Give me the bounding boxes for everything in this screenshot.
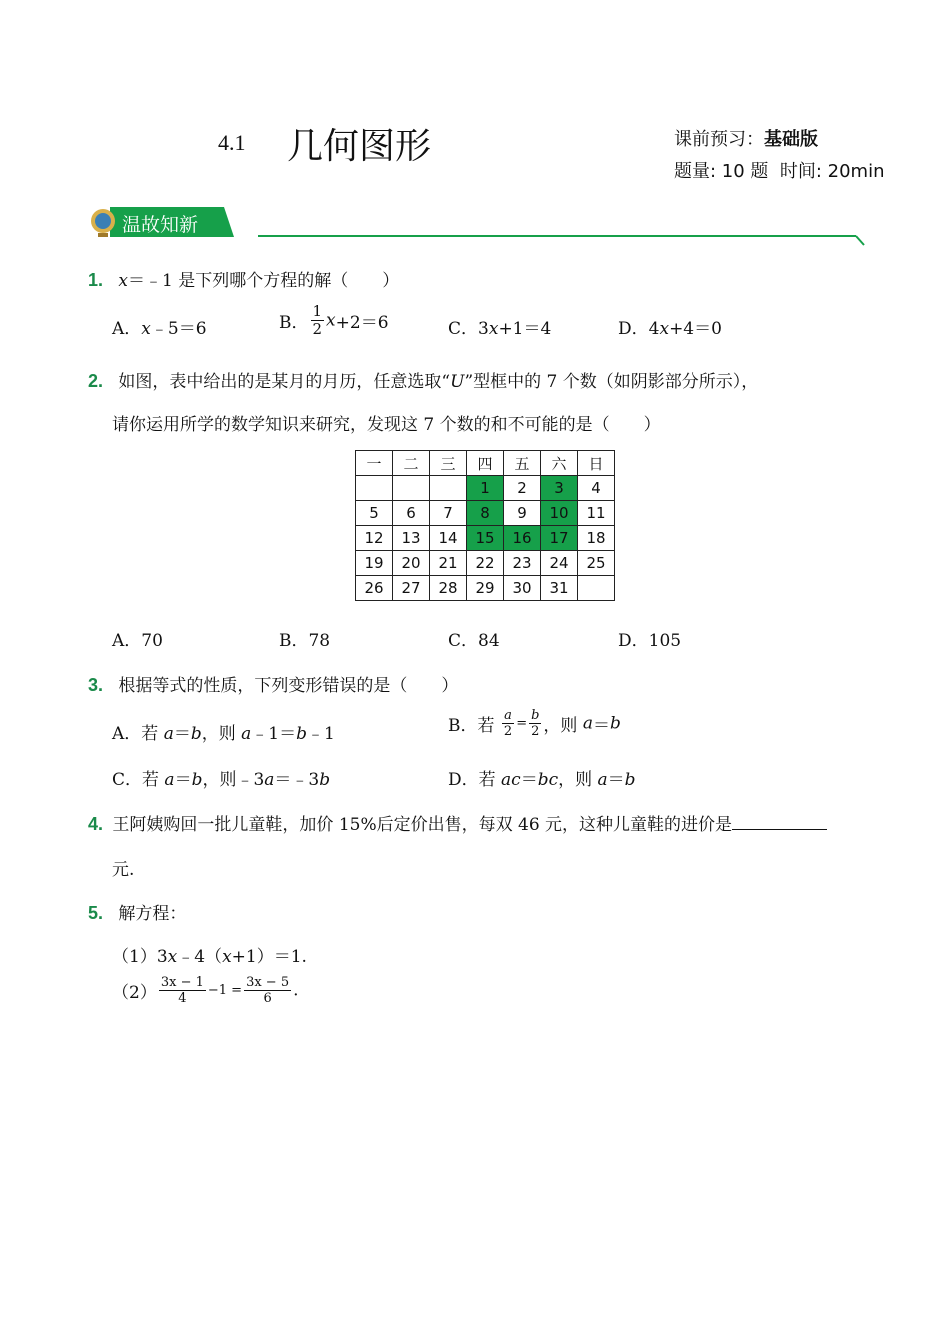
math-var: x	[659, 319, 670, 339]
math-var: x	[141, 319, 151, 339]
calendar-row	[356, 476, 615, 501]
quiz-meta: 题量: 10 题 时间: 20min	[674, 161, 885, 182]
calendar-cell-shaded: 16	[504, 526, 541, 551]
calendar-cell: 29	[467, 576, 504, 601]
calendar-cell-shaded: 17	[541, 526, 578, 551]
calendar-header: 日	[578, 451, 615, 476]
calendar-cell: 23	[504, 551, 541, 576]
calendar-cell-shaded: 3	[541, 476, 578, 501]
question-number: 2.	[88, 371, 104, 391]
answer-blank[interactable]	[732, 815, 827, 830]
calendar-row	[356, 526, 615, 551]
fraction: $\frac{3x - 1}{4}$	[160, 975, 204, 1006]
question-number: 1.	[88, 270, 104, 290]
option-3b[interactable]: B．若 $\frac{a}{2}$ = $\frac{b}{2}$ ，则 a＝b	[448, 708, 621, 739]
calendar-header: 五	[504, 451, 541, 476]
calendar-cell: 21	[430, 551, 467, 576]
option-text: +4＝0	[669, 319, 722, 339]
calendar-cell: 24	[541, 551, 578, 576]
calendar-header-row	[356, 451, 615, 476]
fraction: $\frac{b}{2}$	[531, 708, 540, 739]
section-number: 4.1	[218, 130, 246, 155]
calendar-header: 三	[430, 451, 467, 476]
question-text: 根据等式的性质，下列变形错误的是（ ）	[118, 676, 459, 696]
option-1b[interactable]	[279, 304, 389, 337]
section-banner	[88, 203, 878, 249]
option-text: 4	[648, 319, 660, 339]
calendar-cell: 20	[393, 551, 430, 576]
calendar-cell: 5	[356, 501, 393, 526]
option-2b[interactable]: B．78	[279, 631, 331, 651]
option-text: ﹣5＝6	[150, 319, 207, 339]
option-2c[interactable]: C．84	[448, 631, 500, 651]
math-var: x	[326, 310, 336, 331]
question-number: 4.	[88, 814, 104, 834]
option-label: A．	[112, 319, 142, 339]
math-var: x	[118, 271, 129, 291]
option-1c[interactable]	[448, 314, 551, 339]
preview-info	[674, 125, 818, 151]
option-text: +2＝6	[335, 313, 389, 333]
calendar-cell-shaded: 8	[467, 501, 504, 526]
calendar-cell: 26	[356, 576, 393, 601]
calendar-cell: 19	[356, 551, 393, 576]
calendar-cell	[356, 476, 393, 501]
banner-label: 温故知新	[122, 214, 199, 236]
calendar-cell: 6	[393, 501, 430, 526]
calendar-cell: 2	[504, 476, 541, 501]
equation-2: （2） $\frac{3x - 1}{4}$ −1 = $\frac{3x - 5}{6}$ .	[112, 975, 299, 1006]
question-number: 5.	[88, 903, 104, 923]
calendar-row	[356, 501, 615, 526]
option-label: C．	[448, 319, 479, 339]
calendar-table	[355, 450, 615, 601]
option-label: B．	[279, 313, 309, 333]
calendar-cell: 7	[430, 501, 467, 526]
math-var: x	[488, 319, 499, 339]
calendar-cell: 28	[430, 576, 467, 601]
calendar-cell: 22	[467, 551, 504, 576]
fraction-denominator: 2	[312, 320, 323, 338]
question-4	[88, 810, 827, 835]
calendar-header: 六	[541, 451, 578, 476]
option-3c[interactable]: C．若 a＝b，则﹣3a＝﹣3b	[112, 770, 331, 790]
question-2-line-2: 请你运用所学的数学知识来研究，发现这 7 个数的和不可能的是（ ）	[112, 415, 661, 435]
calendar-cell: 27	[393, 576, 430, 601]
question-1	[88, 266, 399, 291]
question-4-line-2: 元.	[112, 860, 135, 880]
option-text: +1＝4	[498, 319, 552, 339]
calendar-header: 二	[393, 451, 430, 476]
preview-label: 课前预习：	[674, 129, 764, 150]
calendar-cell: 13	[393, 526, 430, 551]
option-1a[interactable]	[112, 314, 207, 339]
banner-shape-icon	[88, 203, 878, 249]
question-3	[88, 671, 458, 696]
question-5	[88, 899, 186, 924]
calendar-cell	[578, 576, 615, 601]
page-title: 几何图形	[287, 126, 432, 167]
question-text: 如图，表中给出的是某月的月历，任意选取“U”型框中的 7 个数（如阴影部分所示），	[118, 372, 759, 392]
calendar-cell-shaded: 10	[541, 501, 578, 526]
question-2	[88, 367, 758, 392]
option-1d[interactable]	[618, 314, 722, 339]
calendar-cell: 30	[504, 576, 541, 601]
calendar-cell: 25	[578, 551, 615, 576]
option-3a[interactable]: A．若 a＝b，则 a﹣1＝b﹣1	[112, 724, 335, 744]
equation-1: （1）3x﹣4（x+1）＝1.	[112, 947, 307, 967]
calendar-cell: 18	[578, 526, 615, 551]
calendar-cell: 4	[578, 476, 615, 501]
calendar-cell: 14	[430, 526, 467, 551]
option-label: D．	[618, 319, 649, 339]
calendar-row	[356, 576, 615, 601]
fraction	[311, 304, 325, 337]
calendar-cell: 11	[578, 501, 615, 526]
question-text: ＝﹣1 是下列哪个方程的解（ ）	[128, 271, 400, 291]
calendar-cell: 12	[356, 526, 393, 551]
calendar-cell: 9	[504, 501, 541, 526]
question-text: 解方程：	[118, 904, 187, 924]
calendar-header: 四	[467, 451, 504, 476]
question-number: 3.	[88, 675, 104, 695]
calendar-cell-shaded: 1	[467, 476, 504, 501]
calendar-cell	[393, 476, 430, 501]
preview-level: 基础版	[764, 129, 818, 150]
calendar-cell-shaded: 15	[467, 526, 504, 551]
calendar-cell: 31	[541, 576, 578, 601]
calendar-row	[356, 551, 615, 576]
option-2a[interactable]: A．70	[112, 631, 163, 651]
calendar-header: 一	[356, 451, 393, 476]
option-text: 3	[478, 319, 489, 339]
fraction: $\frac{a}{2}$	[503, 708, 513, 739]
fraction: $\frac{3x - 5}{6}$	[246, 975, 290, 1006]
calendar-cell	[430, 476, 467, 501]
option-2d[interactable]: D．105	[618, 631, 682, 651]
fraction-numerator: 1	[312, 302, 323, 320]
option-3d[interactable]: D．若 ac＝bc，则 a＝b	[448, 770, 636, 790]
question-text: 王阿姨购回一批儿童鞋，加价 15%后定价出售，每双 46 元，这种儿童鞋的进价是	[112, 815, 733, 835]
